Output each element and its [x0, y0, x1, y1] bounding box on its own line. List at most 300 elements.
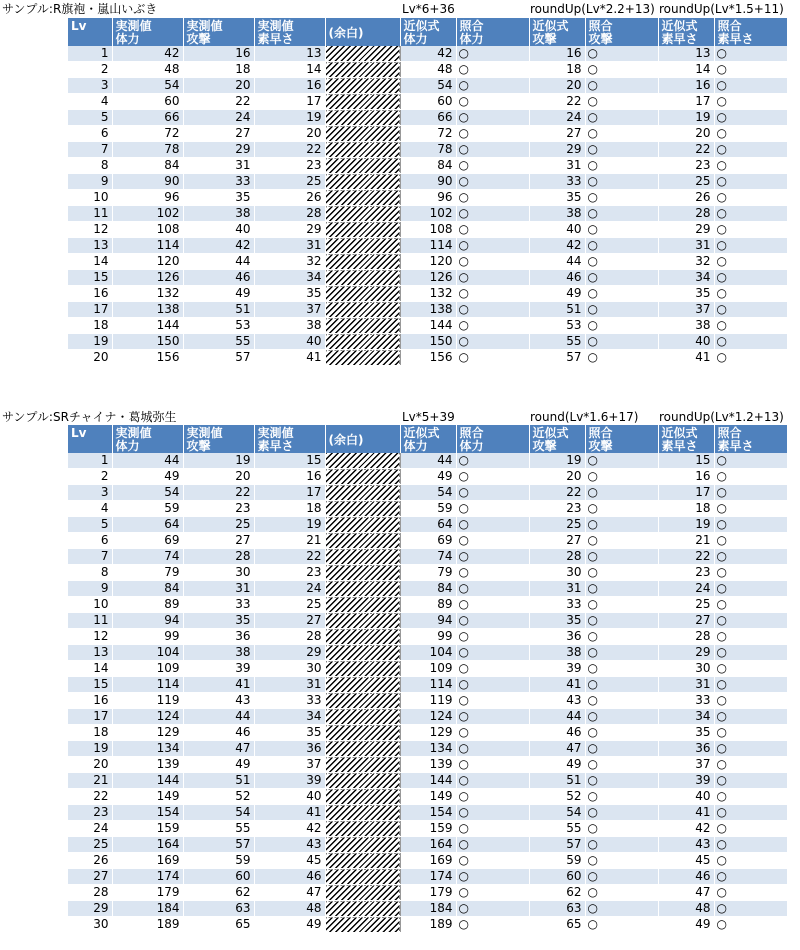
check-spd-cell: ○	[714, 549, 787, 565]
check-atk-cell: ○	[585, 238, 658, 254]
check-spd-cell: ○	[714, 206, 787, 222]
padding-cell	[325, 206, 400, 222]
measured-atk-cell: 44	[183, 254, 254, 270]
check-atk-cell: ○	[585, 254, 658, 270]
check-hp-cell: ○	[456, 901, 529, 917]
padding-cell	[325, 597, 400, 613]
table-row	[68, 318, 787, 334]
measured-hp-cell: 79	[112, 565, 183, 581]
measured-atk-cell: 57	[183, 837, 254, 853]
table-row	[68, 158, 787, 174]
padding-cell	[325, 645, 400, 661]
measured-hp-cell: 150	[112, 334, 183, 350]
approx-atk-cell: 35	[529, 613, 585, 629]
measured-spd-cell: 23	[254, 565, 325, 581]
approx-hp-cell: 48	[400, 62, 456, 78]
measured-atk-cell: 38	[183, 206, 254, 222]
check-atk-cell: ○	[585, 597, 658, 613]
column-header: 近似式 体力	[400, 425, 456, 453]
measured-atk-cell: 33	[183, 597, 254, 613]
check-hp-cell: ○	[456, 773, 529, 789]
approx-hp-cell: 94	[400, 613, 456, 629]
approx-atk-cell: 27	[529, 126, 585, 142]
table-row	[68, 46, 787, 62]
approx-hp-cell: 120	[400, 254, 456, 270]
approx-spd-cell: 37	[658, 302, 714, 318]
approx-hp-cell: 174	[400, 869, 456, 885]
check-spd-cell: ○	[714, 837, 787, 853]
check-spd-cell: ○	[714, 174, 787, 190]
padding-cell	[325, 709, 400, 725]
measured-spd-cell: 30	[254, 661, 325, 677]
check-hp-cell: ○	[456, 709, 529, 725]
measured-atk-cell: 63	[183, 901, 254, 917]
approx-spd-cell: 24	[658, 581, 714, 597]
approx-hp-cell: 96	[400, 190, 456, 206]
lv-cell: 17	[68, 709, 112, 725]
approx-spd-cell: 13	[658, 46, 714, 62]
approx-hp-cell: 42	[400, 46, 456, 62]
approx-spd-cell: 47	[658, 885, 714, 901]
measured-spd-cell: 21	[254, 533, 325, 549]
check-atk-cell: ○	[585, 94, 658, 110]
section2-formula-spd: roundUp(Lv*1.2+13)	[659, 410, 784, 424]
approx-hp-cell: 132	[400, 286, 456, 302]
padding-cell	[325, 110, 400, 126]
padding-cell	[325, 581, 400, 597]
padding-cell	[325, 789, 400, 805]
check-atk-cell: ○	[585, 757, 658, 773]
check-hp-cell: ○	[456, 453, 529, 469]
table-row	[68, 725, 787, 741]
measured-atk-cell: 18	[183, 62, 254, 78]
check-hp-cell: ○	[456, 565, 529, 581]
check-spd-cell: ○	[714, 645, 787, 661]
column-header: 近似式 攻撃	[529, 18, 585, 46]
column-header: 照合 体力	[456, 18, 529, 46]
lv-cell: 2	[68, 62, 112, 78]
measured-hp-cell: 74	[112, 549, 183, 565]
table-row	[68, 78, 787, 94]
check-hp-cell: ○	[456, 533, 529, 549]
approx-atk-cell: 40	[529, 222, 585, 238]
table-row	[68, 709, 787, 725]
padding-cell	[325, 853, 400, 869]
check-hp-cell: ○	[456, 254, 529, 270]
column-header: 近似式 体力	[400, 18, 456, 46]
approx-hp-cell: 54	[400, 78, 456, 94]
check-spd-cell: ○	[714, 917, 787, 933]
padding-cell	[325, 629, 400, 645]
column-header: 実測値 素早さ	[254, 425, 325, 453]
approx-atk-cell: 55	[529, 821, 585, 837]
table-row	[68, 757, 787, 773]
check-spd-cell: ○	[714, 853, 787, 869]
column-header: 照合 素早さ	[714, 425, 787, 453]
table-row	[68, 517, 787, 533]
measured-spd-cell: 25	[254, 597, 325, 613]
check-hp-cell: ○	[456, 757, 529, 773]
measured-spd-cell: 15	[254, 453, 325, 469]
approx-spd-cell: 28	[658, 206, 714, 222]
approx-atk-cell: 16	[529, 46, 585, 62]
measured-atk-cell: 28	[183, 549, 254, 565]
check-atk-cell: ○	[585, 222, 658, 238]
check-atk-cell: ○	[585, 142, 658, 158]
check-spd-cell: ○	[714, 709, 787, 725]
measured-hp-cell: 149	[112, 789, 183, 805]
lv-cell: 16	[68, 693, 112, 709]
measured-atk-cell: 30	[183, 565, 254, 581]
approx-spd-cell: 40	[658, 789, 714, 805]
check-atk-cell: ○	[585, 885, 658, 901]
approx-spd-cell: 31	[658, 238, 714, 254]
approx-hp-cell: 49	[400, 469, 456, 485]
padding-cell	[325, 917, 400, 933]
measured-atk-cell: 36	[183, 629, 254, 645]
measured-spd-cell: 32	[254, 254, 325, 270]
lv-cell: 7	[68, 549, 112, 565]
measured-spd-cell: 20	[254, 126, 325, 142]
check-spd-cell: ○	[714, 773, 787, 789]
check-hp-cell: ○	[456, 517, 529, 533]
section1-formula-spd: roundUp(Lv*1.5+11)	[659, 2, 784, 16]
check-atk-cell: ○	[585, 613, 658, 629]
column-header: 近似式 素早さ	[658, 18, 714, 46]
check-spd-cell: ○	[714, 501, 787, 517]
lv-cell: 5	[68, 110, 112, 126]
measured-hp-cell: 139	[112, 757, 183, 773]
approx-spd-cell: 23	[658, 158, 714, 174]
approx-spd-cell: 17	[658, 485, 714, 501]
approx-atk-cell: 20	[529, 78, 585, 94]
approx-spd-cell: 48	[658, 901, 714, 917]
table-row	[68, 270, 787, 286]
approx-atk-cell: 51	[529, 773, 585, 789]
measured-spd-cell: 41	[254, 805, 325, 821]
approx-atk-cell: 63	[529, 901, 585, 917]
measured-atk-cell: 20	[183, 78, 254, 94]
approx-atk-cell: 29	[529, 142, 585, 158]
measured-hp-cell: 169	[112, 853, 183, 869]
measured-hp-cell: 189	[112, 917, 183, 933]
approx-atk-cell: 57	[529, 350, 585, 366]
check-spd-cell: ○	[714, 581, 787, 597]
table-row	[68, 533, 787, 549]
approx-atk-cell: 30	[529, 565, 585, 581]
measured-spd-cell: 26	[254, 190, 325, 206]
measured-hp-cell: 164	[112, 837, 183, 853]
approx-atk-cell: 33	[529, 174, 585, 190]
approx-atk-cell: 28	[529, 549, 585, 565]
measured-atk-cell: 65	[183, 917, 254, 933]
padding-cell	[325, 78, 400, 94]
check-spd-cell: ○	[714, 517, 787, 533]
measured-hp-cell: 132	[112, 286, 183, 302]
approx-hp-cell: 84	[400, 581, 456, 597]
lv-cell: 25	[68, 837, 112, 853]
approx-hp-cell: 179	[400, 885, 456, 901]
check-hp-cell: ○	[456, 805, 529, 821]
approx-spd-cell: 49	[658, 917, 714, 933]
measured-atk-cell: 22	[183, 94, 254, 110]
check-atk-cell: ○	[585, 821, 658, 837]
table-row	[68, 805, 787, 821]
measured-spd-cell: 28	[254, 206, 325, 222]
table-row	[68, 238, 787, 254]
check-spd-cell: ○	[714, 821, 787, 837]
measured-hp-cell: 60	[112, 94, 183, 110]
check-hp-cell: ○	[456, 549, 529, 565]
approx-atk-cell: 27	[529, 533, 585, 549]
measured-spd-cell: 19	[254, 517, 325, 533]
table-row	[68, 350, 787, 366]
check-spd-cell: ○	[714, 757, 787, 773]
lv-cell: 1	[68, 46, 112, 62]
approx-hp-cell: 150	[400, 334, 456, 350]
check-hp-cell: ○	[456, 485, 529, 501]
table-row	[68, 677, 787, 693]
measured-spd-cell: 31	[254, 238, 325, 254]
check-atk-cell: ○	[585, 453, 658, 469]
check-hp-cell: ○	[456, 645, 529, 661]
measured-atk-cell: 52	[183, 789, 254, 805]
approx-spd-cell: 15	[658, 453, 714, 469]
lv-cell: 5	[68, 517, 112, 533]
approx-atk-cell: 22	[529, 485, 585, 501]
check-hp-cell: ○	[456, 613, 529, 629]
lv-cell: 14	[68, 254, 112, 270]
measured-hp-cell: 154	[112, 805, 183, 821]
approx-hp-cell: 189	[400, 917, 456, 933]
approx-atk-cell: 46	[529, 270, 585, 286]
measured-atk-cell: 22	[183, 485, 254, 501]
section2-table	[68, 425, 788, 933]
approx-spd-cell: 25	[658, 597, 714, 613]
padding-cell	[325, 901, 400, 917]
measured-spd-cell: 13	[254, 46, 325, 62]
check-hp-cell: ○	[456, 238, 529, 254]
check-atk-cell: ○	[585, 693, 658, 709]
approx-spd-cell: 39	[658, 773, 714, 789]
padding-cell	[325, 270, 400, 286]
lv-cell: 8	[68, 565, 112, 581]
approx-atk-cell: 51	[529, 302, 585, 318]
approx-spd-cell: 25	[658, 174, 714, 190]
check-spd-cell: ○	[714, 613, 787, 629]
table-row	[68, 901, 787, 917]
padding-cell	[325, 741, 400, 757]
table-row	[68, 613, 787, 629]
approx-atk-cell: 55	[529, 334, 585, 350]
approx-hp-cell: 124	[400, 709, 456, 725]
measured-hp-cell: 114	[112, 238, 183, 254]
measured-hp-cell: 124	[112, 709, 183, 725]
measured-hp-cell: 114	[112, 677, 183, 693]
check-atk-cell: ○	[585, 549, 658, 565]
check-spd-cell: ○	[714, 254, 787, 270]
padding-cell	[325, 190, 400, 206]
approx-hp-cell: 109	[400, 661, 456, 677]
measured-hp-cell: 108	[112, 222, 183, 238]
padding-cell	[325, 517, 400, 533]
lv-cell: 13	[68, 238, 112, 254]
approx-spd-cell: 35	[658, 725, 714, 741]
check-hp-cell: ○	[456, 110, 529, 126]
table-row	[68, 661, 787, 677]
check-atk-cell: ○	[585, 853, 658, 869]
measured-hp-cell: 44	[112, 453, 183, 469]
padding-cell	[325, 885, 400, 901]
approx-spd-cell: 34	[658, 270, 714, 286]
lv-cell: 4	[68, 94, 112, 110]
column-header: 照合 攻撃	[585, 425, 658, 453]
lv-cell: 17	[68, 302, 112, 318]
approx-atk-cell: 41	[529, 677, 585, 693]
check-atk-cell: ○	[585, 773, 658, 789]
check-hp-cell: ○	[456, 661, 529, 677]
lv-cell: 18	[68, 725, 112, 741]
lv-cell: 10	[68, 597, 112, 613]
approx-spd-cell: 34	[658, 709, 714, 725]
approx-hp-cell: 184	[400, 901, 456, 917]
approx-atk-cell: 39	[529, 661, 585, 677]
approx-spd-cell: 14	[658, 62, 714, 78]
approx-atk-cell: 19	[529, 453, 585, 469]
padding-cell	[325, 613, 400, 629]
lv-cell: 10	[68, 190, 112, 206]
measured-hp-cell: 174	[112, 869, 183, 885]
check-spd-cell: ○	[714, 485, 787, 501]
check-spd-cell: ○	[714, 885, 787, 901]
padding-cell	[325, 126, 400, 142]
table-row	[68, 885, 787, 901]
padding-cell	[325, 469, 400, 485]
lv-cell: 7	[68, 142, 112, 158]
padding-cell	[325, 821, 400, 837]
check-spd-cell: ○	[714, 334, 787, 350]
measured-atk-cell: 49	[183, 286, 254, 302]
lv-cell: 15	[68, 270, 112, 286]
section1-title: サンプル:R旗袍・嵐山いぶき	[2, 2, 158, 16]
check-atk-cell: ○	[585, 485, 658, 501]
approx-atk-cell: 49	[529, 757, 585, 773]
check-atk-cell: ○	[585, 709, 658, 725]
check-atk-cell: ○	[585, 581, 658, 597]
approx-hp-cell: 66	[400, 110, 456, 126]
measured-atk-cell: 27	[183, 126, 254, 142]
measured-spd-cell: 17	[254, 485, 325, 501]
check-atk-cell: ○	[585, 190, 658, 206]
header-row	[68, 425, 787, 453]
check-spd-cell: ○	[714, 302, 787, 318]
column-header: 実測値 攻撃	[183, 425, 254, 453]
check-spd-cell: ○	[714, 469, 787, 485]
check-atk-cell: ○	[585, 206, 658, 222]
approx-spd-cell: 19	[658, 517, 714, 533]
approx-atk-cell: 43	[529, 693, 585, 709]
measured-spd-cell: 19	[254, 110, 325, 126]
approx-hp-cell: 169	[400, 853, 456, 869]
approx-spd-cell: 36	[658, 741, 714, 757]
measured-hp-cell: 90	[112, 174, 183, 190]
table-row	[68, 821, 787, 837]
check-spd-cell: ○	[714, 110, 787, 126]
measured-spd-cell: 17	[254, 94, 325, 110]
check-spd-cell: ○	[714, 350, 787, 366]
table-row	[68, 693, 787, 709]
approx-spd-cell: 29	[658, 645, 714, 661]
measured-spd-cell: 27	[254, 613, 325, 629]
measured-hp-cell: 96	[112, 190, 183, 206]
approx-hp-cell: 79	[400, 565, 456, 581]
measured-atk-cell: 20	[183, 469, 254, 485]
padding-cell	[325, 677, 400, 693]
approx-atk-cell: 49	[529, 286, 585, 302]
measured-spd-cell: 34	[254, 270, 325, 286]
lv-cell: 4	[68, 501, 112, 517]
check-hp-cell: ○	[456, 286, 529, 302]
column-header: 実測値 体力	[112, 18, 183, 46]
approx-spd-cell: 45	[658, 853, 714, 869]
measured-atk-cell: 59	[183, 853, 254, 869]
approx-atk-cell: 62	[529, 885, 585, 901]
table-row	[68, 741, 787, 757]
column-header: 照合 攻撃	[585, 18, 658, 46]
check-hp-cell: ○	[456, 302, 529, 318]
check-atk-cell: ○	[585, 901, 658, 917]
table-row	[68, 773, 787, 789]
lv-cell: 22	[68, 789, 112, 805]
table-row	[68, 190, 787, 206]
approx-spd-cell: 41	[658, 805, 714, 821]
padding-cell	[325, 334, 400, 350]
check-spd-cell: ○	[714, 142, 787, 158]
check-atk-cell: ○	[585, 837, 658, 853]
table-row	[68, 853, 787, 869]
check-hp-cell: ○	[456, 334, 529, 350]
table-row	[68, 629, 787, 645]
approx-hp-cell: 78	[400, 142, 456, 158]
measured-hp-cell: 126	[112, 270, 183, 286]
approx-atk-cell: 52	[529, 789, 585, 805]
table-row	[68, 469, 787, 485]
measured-spd-cell: 22	[254, 142, 325, 158]
padding-cell	[325, 62, 400, 78]
approx-hp-cell: 144	[400, 773, 456, 789]
check-hp-cell: ○	[456, 885, 529, 901]
measured-spd-cell: 22	[254, 549, 325, 565]
padding-cell	[325, 565, 400, 581]
measured-spd-cell: 16	[254, 469, 325, 485]
check-hp-cell: ○	[456, 693, 529, 709]
lv-cell: 3	[68, 78, 112, 94]
measured-atk-cell: 55	[183, 334, 254, 350]
approx-atk-cell: 42	[529, 238, 585, 254]
measured-spd-cell: 47	[254, 885, 325, 901]
measured-hp-cell: 69	[112, 533, 183, 549]
approx-atk-cell: 22	[529, 94, 585, 110]
lv-cell: 18	[68, 318, 112, 334]
check-atk-cell: ○	[585, 286, 658, 302]
check-hp-cell: ○	[456, 501, 529, 517]
approx-hp-cell: 149	[400, 789, 456, 805]
padding-cell	[325, 773, 400, 789]
measured-atk-cell: 51	[183, 773, 254, 789]
approx-hp-cell: 74	[400, 549, 456, 565]
lv-cell: 20	[68, 757, 112, 773]
measured-spd-cell: 36	[254, 741, 325, 757]
